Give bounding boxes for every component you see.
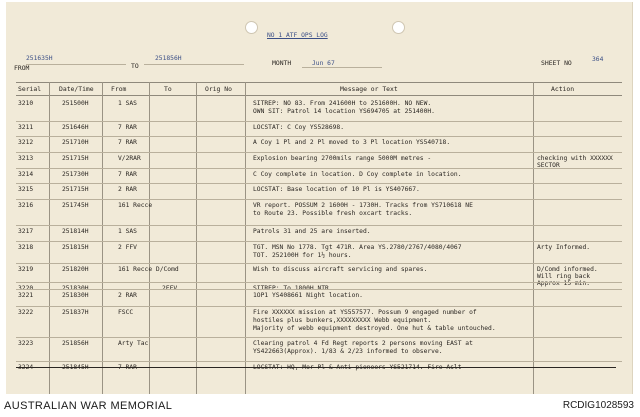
message-line: TGT. MSN No 1778. Tgt 471R. Area YS.2780/2767/4080/4067: [253, 244, 462, 251]
message-line: TOT. 252100H for 1½ hours.: [253, 252, 352, 259]
serial-cell: 3215: [18, 186, 34, 193]
date-time-cell: 251820H: [62, 266, 89, 273]
serial-cell: 3211: [18, 124, 34, 131]
date-time-cell: 251745H: [62, 202, 89, 209]
col-from: From: [111, 85, 127, 93]
date-time-cell: 251837H: [62, 309, 89, 316]
message-line: hostiles plus bunkers,XXXXXXXXX Webb equipment.: [253, 317, 432, 324]
sheet-value: 364: [592, 56, 604, 63]
from-value: 251635H: [26, 55, 53, 62]
date-time-cell: 251814H: [62, 228, 89, 235]
message-line: Patrols 31 and 25 are inserted.: [253, 228, 371, 235]
from-cell: FSCC: [118, 309, 134, 316]
action-line: D/Comd informed.: [537, 266, 598, 273]
institution-name: AUSTRALIAN WAR MEMORIAL: [4, 400, 173, 412]
log-sheet: [6, 2, 633, 394]
date-time-cell: 251830H: [62, 292, 89, 299]
sheet-label: SHEET NO: [541, 59, 572, 67]
from-cell: 1 SAS: [118, 228, 137, 235]
from-cell: 7 RAR: [118, 124, 137, 131]
from-cell: 2 FFV: [118, 244, 137, 251]
action-line: SECTOR: [537, 162, 560, 169]
message-line: LOCSTAT: Base location of 10 Pl is YS407667.: [253, 186, 420, 193]
date-time-cell: 251715H: [62, 186, 89, 193]
message-line: VR report. POSSUM 2 1600H - 1730H. Tracks from YS710618 NE: [253, 202, 473, 209]
from-cell: 2 RAR: [118, 186, 137, 193]
serial-cell: 3220: [18, 285, 34, 292]
col-action: Action: [551, 85, 575, 93]
serial-cell: 3219: [18, 266, 34, 273]
punch-hole: [392, 21, 405, 34]
message-line: Clearing patrol 4 Fd Regt reports 2 persons moving EAST at: [253, 340, 473, 347]
message-line: SITREP: To 1800H NTR.: [253, 285, 333, 292]
message-line: YS422663(Approx). 1/83 & 2/23 informed to observe.: [253, 348, 443, 355]
message-line: Fire XXXXXX mission at YS557577. Possum 9 engaged number of: [253, 309, 477, 316]
message-line: OWN SIT: Patrol 14 location YS694705 at 251400H.: [253, 108, 435, 115]
from-cell: 7 RAR: [118, 364, 137, 371]
from-cell: Arty Tac: [118, 340, 149, 347]
from-cell: 7 RAR: [118, 139, 137, 146]
date-time-cell: 251500H: [62, 100, 89, 107]
serial-cell: 3213: [18, 155, 34, 162]
serial-cell: 3223: [18, 340, 34, 347]
date-time-cell: 251646H: [62, 124, 89, 131]
serial-cell: 3218: [18, 244, 34, 251]
to-label: TO: [131, 62, 139, 70]
to-cell: 2FFV: [162, 285, 178, 292]
from-cell: 1 SAS: [118, 100, 137, 107]
month-label: MONTH: [272, 59, 292, 67]
log-title: NO 1 ATF OPS LOG: [267, 32, 328, 39]
from-cell: 7 RAR: [118, 171, 137, 178]
message-line: C Coy complete in location. D Coy complete in location.: [253, 171, 462, 178]
message-line: A Coy 1 Pl and 2 Pl moved to 3 Pl location YS540718.: [253, 139, 451, 146]
punch-hole: [245, 21, 258, 34]
message-line: Wish to discuss aircraft servicing and spares.: [253, 266, 428, 273]
col-orig-no: Orig No: [205, 85, 232, 93]
from-cell: V/2RAR: [118, 155, 141, 162]
record-id: RCDIG1028593: [562, 400, 634, 411]
message-line: Majority of webb equipment destroyed. One hut & table untouched.: [253, 325, 496, 332]
serial-cell: 3214: [18, 171, 34, 178]
from-cell: 161 Recce D/Comd: [118, 266, 179, 273]
message-line: 1OP1 YS408661 Night location.: [253, 292, 363, 299]
date-time-cell: 251815H: [62, 244, 89, 251]
col-serial: Serial: [18, 85, 42, 93]
action-line: Will ring back: [537, 273, 591, 280]
date-time-cell: 251830H: [62, 285, 89, 292]
serial-cell: 3216: [18, 202, 34, 209]
month-value: Jun 67: [312, 60, 335, 67]
date-time-cell: 251856H: [62, 340, 89, 347]
col-date-time: Date/Time: [59, 85, 94, 93]
message-line: Explosion bearing 2700mils range 5000M metres -: [253, 155, 432, 162]
strikethrough-line: [16, 367, 616, 368]
message-line: LOCSTAT: HQ, Mor Pl & Anti-pioneers YS521714. Fire Aslt: [253, 364, 462, 371]
to-value: 251856H: [155, 55, 182, 62]
serial-cell: 3210: [18, 100, 34, 107]
date-time-cell: 251845H: [62, 364, 89, 371]
action-line: Approx 15 min.: [537, 280, 591, 287]
serial-cell: 3224: [18, 364, 34, 371]
action-line: Arty Informed.: [537, 244, 591, 251]
col-message: Message or Text: [340, 85, 398, 93]
serial-cell: 3212: [18, 139, 34, 146]
date-time-cell: 251710H: [62, 139, 89, 146]
col-to: To: [164, 85, 172, 93]
serial-cell: 3222: [18, 309, 34, 316]
date-time-cell: 251715H: [62, 155, 89, 162]
from-label: FROM: [14, 64, 30, 72]
from-cell: 2 RAR: [118, 292, 137, 299]
message-line: SITREP: NO 83. From 241600H to 251600H. NO NEW.: [253, 100, 432, 107]
message-line: LOCSTAT: C Coy YS528698.: [253, 124, 344, 131]
action-line: checking with XXXXXX: [537, 155, 613, 162]
from-cell: 161 Recce: [118, 202, 153, 209]
archive-footer: [0, 394, 640, 417]
serial-cell: 3221: [18, 292, 34, 299]
message-line: to Route 23. Possible fresh oxcart tracks.: [253, 210, 413, 217]
serial-cell: 3217: [18, 228, 34, 235]
date-time-cell: 251730H: [62, 171, 89, 178]
